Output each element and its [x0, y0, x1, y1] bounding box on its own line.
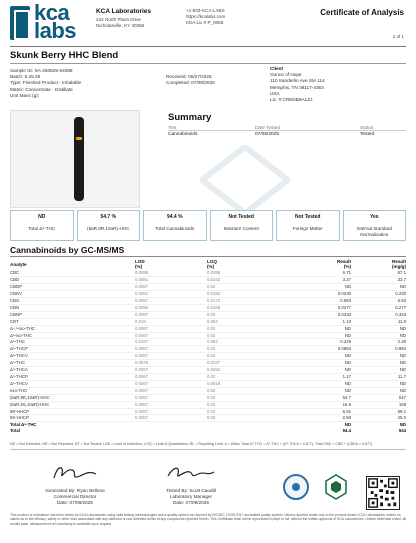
cell-loq: 0.02 — [207, 401, 285, 408]
cell-result-pct: ND — [285, 360, 351, 367]
cell-result-mg: 69.1 — [351, 408, 406, 415]
metric-cell — [77, 210, 141, 241]
cell-analyte: Δ⁹-THCA — [10, 367, 135, 374]
cell-loq: 0.0182 — [207, 291, 285, 298]
col-loq — [207, 259, 285, 270]
table-header-row — [10, 259, 406, 270]
cell-lod: 0.0061 — [135, 291, 207, 298]
sample-info — [10, 68, 81, 99]
cell-result-mg: 944 — [398, 428, 406, 434]
cell-analyte: Total Δ⁹-THC — [10, 422, 37, 428]
certification-badge-icon — [325, 474, 347, 500]
cell-result-mg: 0.277 — [351, 304, 406, 311]
cell-result-mg: 547 — [351, 394, 406, 401]
summary-status: Tested — [360, 132, 375, 137]
cell-result-pct: 0.0333 — [285, 311, 351, 318]
cell-result-pct: 0.593 — [285, 298, 351, 305]
cell-result-pct: 0.0230 — [285, 291, 351, 298]
table-row — [10, 387, 406, 394]
batch: Batch: 6.25.25 — [10, 74, 41, 80]
signature-block-tested — [136, 488, 246, 505]
lab-license: KDA Lic.# P_0058 — [186, 20, 224, 26]
cell-loq: 0.02 — [207, 353, 285, 360]
cell-lod: 0.0067 — [135, 367, 207, 374]
generated-role: Commercial Director — [53, 493, 97, 499]
generated-date: Date: 07/09/2025 — [57, 499, 93, 505]
cell-lod: 0.0067 — [135, 346, 207, 353]
lab-name: KCA Laboratories — [96, 8, 152, 15]
cell-lod: 0.0067 — [135, 394, 207, 401]
cell-analyte: CBD — [10, 277, 135, 284]
lab-address — [96, 17, 144, 29]
metric-value: Yes — [369, 214, 379, 220]
col-result-mg — [351, 259, 406, 270]
cell-result-mg: ND — [351, 332, 406, 339]
summary-divider — [168, 130, 406, 131]
signature-scott-caudill — [164, 462, 218, 484]
client-country: USA — [270, 90, 280, 96]
cell-result-mg: ND — [351, 380, 406, 387]
lab-phone: +1-833-KCA-LABS — [186, 8, 225, 13]
cell-analyte: Δ⁸-THCP — [10, 346, 135, 353]
table-row — [10, 298, 406, 305]
table-row — [10, 380, 406, 387]
table-row — [10, 346, 406, 353]
client-address-1: 110 Sanderlin Ave Ste 114 — [270, 78, 325, 84]
cell-lod: 0.0067 — [135, 325, 207, 332]
metric-label: Total Cannabinoids — [155, 226, 195, 231]
cell-loq: 0.02 — [207, 325, 285, 332]
cell-analyte: CBNP — [10, 311, 135, 318]
cell-loq: 0.02 — [207, 415, 285, 422]
cell-loq: 0.02 — [207, 374, 285, 381]
received-date: Received: 06/27/2025 — [166, 74, 212, 79]
cell-lod: 0.0067 — [135, 332, 207, 339]
footer-disclaimer: This product or substance has been tested by KCA Laboratories using valid testing methodologies and a quality system as required by ISO/IEC 17025:2017 accredited quality system. Values reported relate only to the product tested. KCA Laboratories makes no claims as to the efficacy, safety or other risks associated with any detected or non-detected levels of any compounds reported herein. This Certificate shall not be reproduced except in full, without the written approval of KCA Laboratories. Unless otherwise noted, all results pass. Measurement of Uncertainty is available upon request. — [10, 513, 406, 526]
summary-header-status: Status — [360, 125, 374, 130]
cell-result-mg: ND — [351, 353, 406, 360]
col-analyte: Analyte — [10, 261, 27, 267]
table-row — [10, 284, 406, 291]
cell-result-pct: 6.91 — [285, 408, 351, 415]
metric-label: (6aR,9R,10aR)-HHC — [87, 226, 130, 231]
cell-analyte: CBT — [10, 318, 135, 325]
lab-contact — [186, 8, 225, 27]
table-row — [10, 311, 406, 318]
cell-analyte: Δ⁹-THCP — [10, 374, 135, 381]
cell-analyte: (6aR,9S,10aR)-HHC — [10, 401, 135, 408]
sample-dates — [166, 74, 215, 86]
cell-lod: 0.0067 — [135, 353, 207, 360]
cell-loq: 0.054 — [207, 339, 285, 346]
table-row — [10, 353, 406, 360]
cell-result-mg: 2.29 — [351, 339, 406, 346]
cell-analyte: exo-THC — [10, 387, 135, 394]
cell-result-mg: 67.1 — [351, 270, 406, 276]
cell-analyte: 9S-HHCP — [10, 415, 135, 422]
table-row — [10, 360, 406, 367]
cell-result-pct: 0.0277 — [285, 304, 351, 311]
cell-analyte: Δ⁸-THC — [10, 339, 135, 346]
cell-loq: 0.054 — [207, 318, 285, 325]
accreditation-seal-icon — [283, 474, 309, 500]
cell-result-pct: 6.71 — [285, 270, 351, 276]
table-row — [10, 277, 406, 284]
col-lod — [135, 259, 207, 270]
metric-value: Not Tested — [228, 214, 254, 220]
document-title: Certificate of Analysis — [320, 8, 404, 17]
cell-loq: 0.02 — [207, 346, 285, 353]
cell-result-pct: 0.0884 — [285, 346, 351, 353]
table-row — [10, 401, 406, 408]
table-row — [10, 374, 406, 381]
cell-lod: 0.0167 — [135, 339, 207, 346]
cell-analyte: 9R-HHCP — [10, 408, 135, 415]
kca-logo-icon — [10, 6, 30, 40]
col-result-pct-unit: (%) — [343, 264, 351, 270]
table-row — [10, 408, 406, 415]
cell-result-mg: 11.0 — [351, 318, 406, 325]
product-photo — [10, 110, 140, 208]
col-result-mg-label: Result — [391, 259, 406, 264]
table-total-row — [10, 428, 406, 434]
cell-analyte: CBDP — [10, 284, 135, 291]
cell-result-pct: 16.9 — [285, 401, 351, 408]
cell-result-pct: 3.37 — [285, 277, 351, 284]
table-row — [10, 415, 406, 422]
sample-matrix: Matrix: Concentrate - Distillate — [10, 86, 73, 92]
cell-lod: 0.0067 — [135, 401, 207, 408]
table-row — [10, 332, 406, 339]
cannabinoids-divider — [10, 256, 406, 257]
tested-by: Tested By: Scott Caudill — [166, 488, 216, 493]
cell-result-pct: ND — [285, 332, 351, 339]
watermark-icon — [200, 145, 290, 215]
col-lod-label: LOD — [135, 259, 145, 264]
cell-loq: 0.0169 — [207, 304, 285, 311]
cell-analyte: CBG — [10, 298, 135, 305]
metric-label: Foreign Matter — [292, 226, 323, 231]
cell-result-pct: ND — [285, 325, 351, 332]
logo-text-kca: kca — [34, 0, 70, 25]
cell-result-mg: 0.230 — [351, 291, 406, 298]
cell-lod: 0.0067 — [135, 311, 207, 318]
cell-loq: 0.0227 — [207, 360, 285, 367]
cell-analyte: CBN — [10, 304, 135, 311]
cell-loq: 0.02 — [207, 408, 285, 415]
signature-ryan-bellone — [50, 462, 100, 484]
lab-address-line-1: 232 North Plaza Drive — [96, 17, 141, 22]
cell-lod: 0.0067 — [135, 415, 207, 422]
generated-by: Generated By: Ryan Bellone — [45, 488, 105, 493]
cell-analyte: Δ⁴,⁸-iso-THC — [10, 325, 135, 332]
cell-result-mg: ND — [351, 325, 406, 332]
cell-result-pct: 1.10 — [285, 318, 351, 325]
cell-analyte: Δ⁹-THC — [10, 360, 135, 367]
cell-result-pct: ND — [285, 367, 351, 374]
cell-result-pct: ND — [285, 380, 351, 387]
metric-label: Moisture Content — [223, 226, 259, 231]
abbreviation-legend: ND = Not Detected; NR = Not Reported; NT = Not Tested; LOD = Limit of Detection; LOQ = Limit of Quantitation; RL = Reporting Limit; Δ = Delta; Total Δ⁹-THC = Δ⁹-THC + (Δ⁹-THCA × 0.877); Total CBD = CBD + (CBDA × 0.877) — [10, 442, 373, 446]
summary-test: Cannabinoids — [168, 132, 198, 137]
metric-label: Total Δ⁹-THC — [28, 226, 56, 231]
cell-result-mg: ND — [399, 422, 406, 428]
col-result-pct-label: Result — [336, 259, 351, 264]
cell-loq: 0.0242 — [207, 277, 285, 284]
cannabinoids-title: Cannabinoids by GC-MS/MS — [10, 245, 125, 255]
cell-lod: 0.0067 — [135, 387, 207, 394]
cell-result-pct: 0.229 — [285, 339, 351, 346]
col-result-pct — [285, 259, 351, 270]
client-info — [270, 66, 325, 103]
cell-result-mg: ND — [351, 387, 406, 394]
cell-loq: 0.0286 — [207, 270, 285, 276]
cell-result-pct: 1.17 — [285, 374, 351, 381]
cell-analyte: Δ⁸-THCV — [10, 353, 135, 360]
cell-loq: 0.02 — [207, 284, 285, 291]
cell-result-pct: 54.7 — [285, 394, 351, 401]
lab-address-line-2: Nicholasville, KY 40356 — [96, 23, 145, 28]
metric-value: 54.7 % — [100, 214, 117, 220]
page-number: 1 of 1 — [392, 34, 404, 39]
cell-lod: 0.0067 — [135, 374, 207, 381]
cell-result-mg: 0.333 — [351, 311, 406, 318]
client-name: Ounce of Hope — [270, 72, 302, 78]
cell-result-mg: 11.7 — [351, 374, 406, 381]
cell-lod: 0.0067 — [135, 408, 207, 415]
cell-analyte: CBC — [10, 270, 135, 276]
lab-website[interactable]: https://kcalabs.com — [186, 14, 226, 20]
client-address-2: Memphis, TN 38117-4363 — [270, 84, 324, 90]
cell-result-pct: ND — [344, 422, 351, 428]
cell-result-pct: ND — [285, 284, 351, 291]
table-row — [10, 394, 406, 401]
cell-lod: 0.0095 — [135, 270, 207, 276]
cell-lod — [135, 428, 207, 434]
metric-cell — [143, 210, 207, 241]
tested-date: Date: 07/09/2025 — [173, 499, 209, 505]
cell-result-mg: ND — [351, 360, 406, 367]
vape-pen-light — [76, 137, 82, 140]
cell-lod: 0.0081 — [135, 277, 207, 284]
table-row — [10, 339, 406, 346]
cell-lod: 0.0076 — [135, 360, 207, 367]
cell-result-mg: 5.93 — [351, 298, 406, 305]
metric-value: ND — [38, 214, 46, 220]
cell-result-mg: ND — [351, 367, 406, 374]
metric-cell — [276, 210, 340, 241]
sample-type: Type: Finished Product - Inhalable — [10, 80, 82, 86]
cell-loq: 0.0172 — [207, 298, 285, 305]
cell-result-mg: 33.7 — [351, 277, 406, 284]
metric-label: Internal Standard Normalization — [356, 226, 392, 237]
summary-header-test: Test — [168, 125, 177, 130]
completed-date: Completed: 07/09/2025 — [166, 80, 215, 86]
cell-loq — [207, 428, 285, 434]
cell-lod: 0.0057 — [135, 298, 207, 305]
table-row — [10, 304, 406, 311]
cell-analyte: Δ⁹-THCV — [10, 380, 135, 387]
cell-result-pct: ND — [285, 353, 351, 360]
cell-loq: 0.0019 — [207, 380, 285, 387]
client-label: Client — [270, 66, 284, 71]
signature-block-generated — [20, 488, 130, 505]
cell-result-pct: 94.4 — [342, 428, 351, 434]
cell-loq: 0.02 — [207, 394, 285, 401]
cell-loq: 0.02 — [207, 311, 285, 318]
cell-result-mg: ND — [351, 284, 406, 291]
col-loq-label: LOQ — [207, 259, 217, 264]
cell-analyte: (6aR,9R,10aR)-HHC — [10, 394, 135, 401]
cell-lod: 0.0067 — [135, 380, 207, 387]
unit-mass: Unit Mass (g): — [10, 92, 40, 98]
metric-value: 94.4 % — [166, 214, 183, 220]
summary-date: 07/09/2025 — [255, 132, 280, 137]
table-row — [10, 367, 406, 374]
logo-text-labs: labs — [34, 18, 77, 43]
cell-lod: 0.018 — [135, 318, 207, 325]
table-row — [10, 325, 406, 332]
header-divider — [10, 46, 406, 47]
sample-id: Sample ID: SA-250625-64088 — [10, 68, 73, 73]
summary-header-date: Date Tested — [255, 125, 280, 130]
summary-title: Summary — [168, 112, 212, 123]
cell-lod: 0.0096 — [135, 304, 207, 311]
metric-value: Not Tested — [295, 214, 321, 220]
product-name: Skunk Berry HHC Blend — [10, 50, 119, 61]
cell-loq: 0.0284 — [207, 367, 285, 374]
cell-analyte: CBDV — [10, 291, 135, 298]
metric-cell — [210, 210, 274, 241]
client-license: Lic. #:CREDB9ALZJ — [270, 97, 313, 103]
metric-cell — [343, 210, 407, 241]
cell-result-pct: 2.50 — [285, 415, 351, 422]
table-row — [10, 318, 406, 325]
cannabinoids-table — [10, 259, 406, 434]
product-divider — [10, 63, 406, 64]
cell-result-mg: 0.884 — [351, 346, 406, 353]
cell-result-pct: ND — [285, 387, 351, 394]
metrics-strip — [10, 210, 406, 241]
cell-analyte: Total — [10, 428, 20, 434]
col-lod-unit: (%) — [135, 264, 143, 270]
table-row — [10, 291, 406, 298]
vape-pen-image — [74, 117, 84, 201]
cell-result-mg: 169 — [351, 401, 406, 408]
metric-cell — [10, 210, 74, 241]
cell-analyte: Δ⁸-iso-THC — [10, 332, 135, 339]
tested-role: Laboratory Manager — [169, 493, 213, 499]
cell-lod: 0.0067 — [135, 284, 207, 291]
cell-loq: 0.02 — [207, 332, 285, 339]
legend-divider — [10, 449, 406, 450]
col-result-mg-unit: (mg/g) — [391, 264, 406, 270]
col-loq-unit: (%) — [207, 264, 215, 270]
cell-loq: 0.02 — [207, 387, 285, 394]
qr-code-icon[interactable] — [366, 476, 400, 510]
cell-result-mg: 25.0 — [351, 415, 406, 422]
